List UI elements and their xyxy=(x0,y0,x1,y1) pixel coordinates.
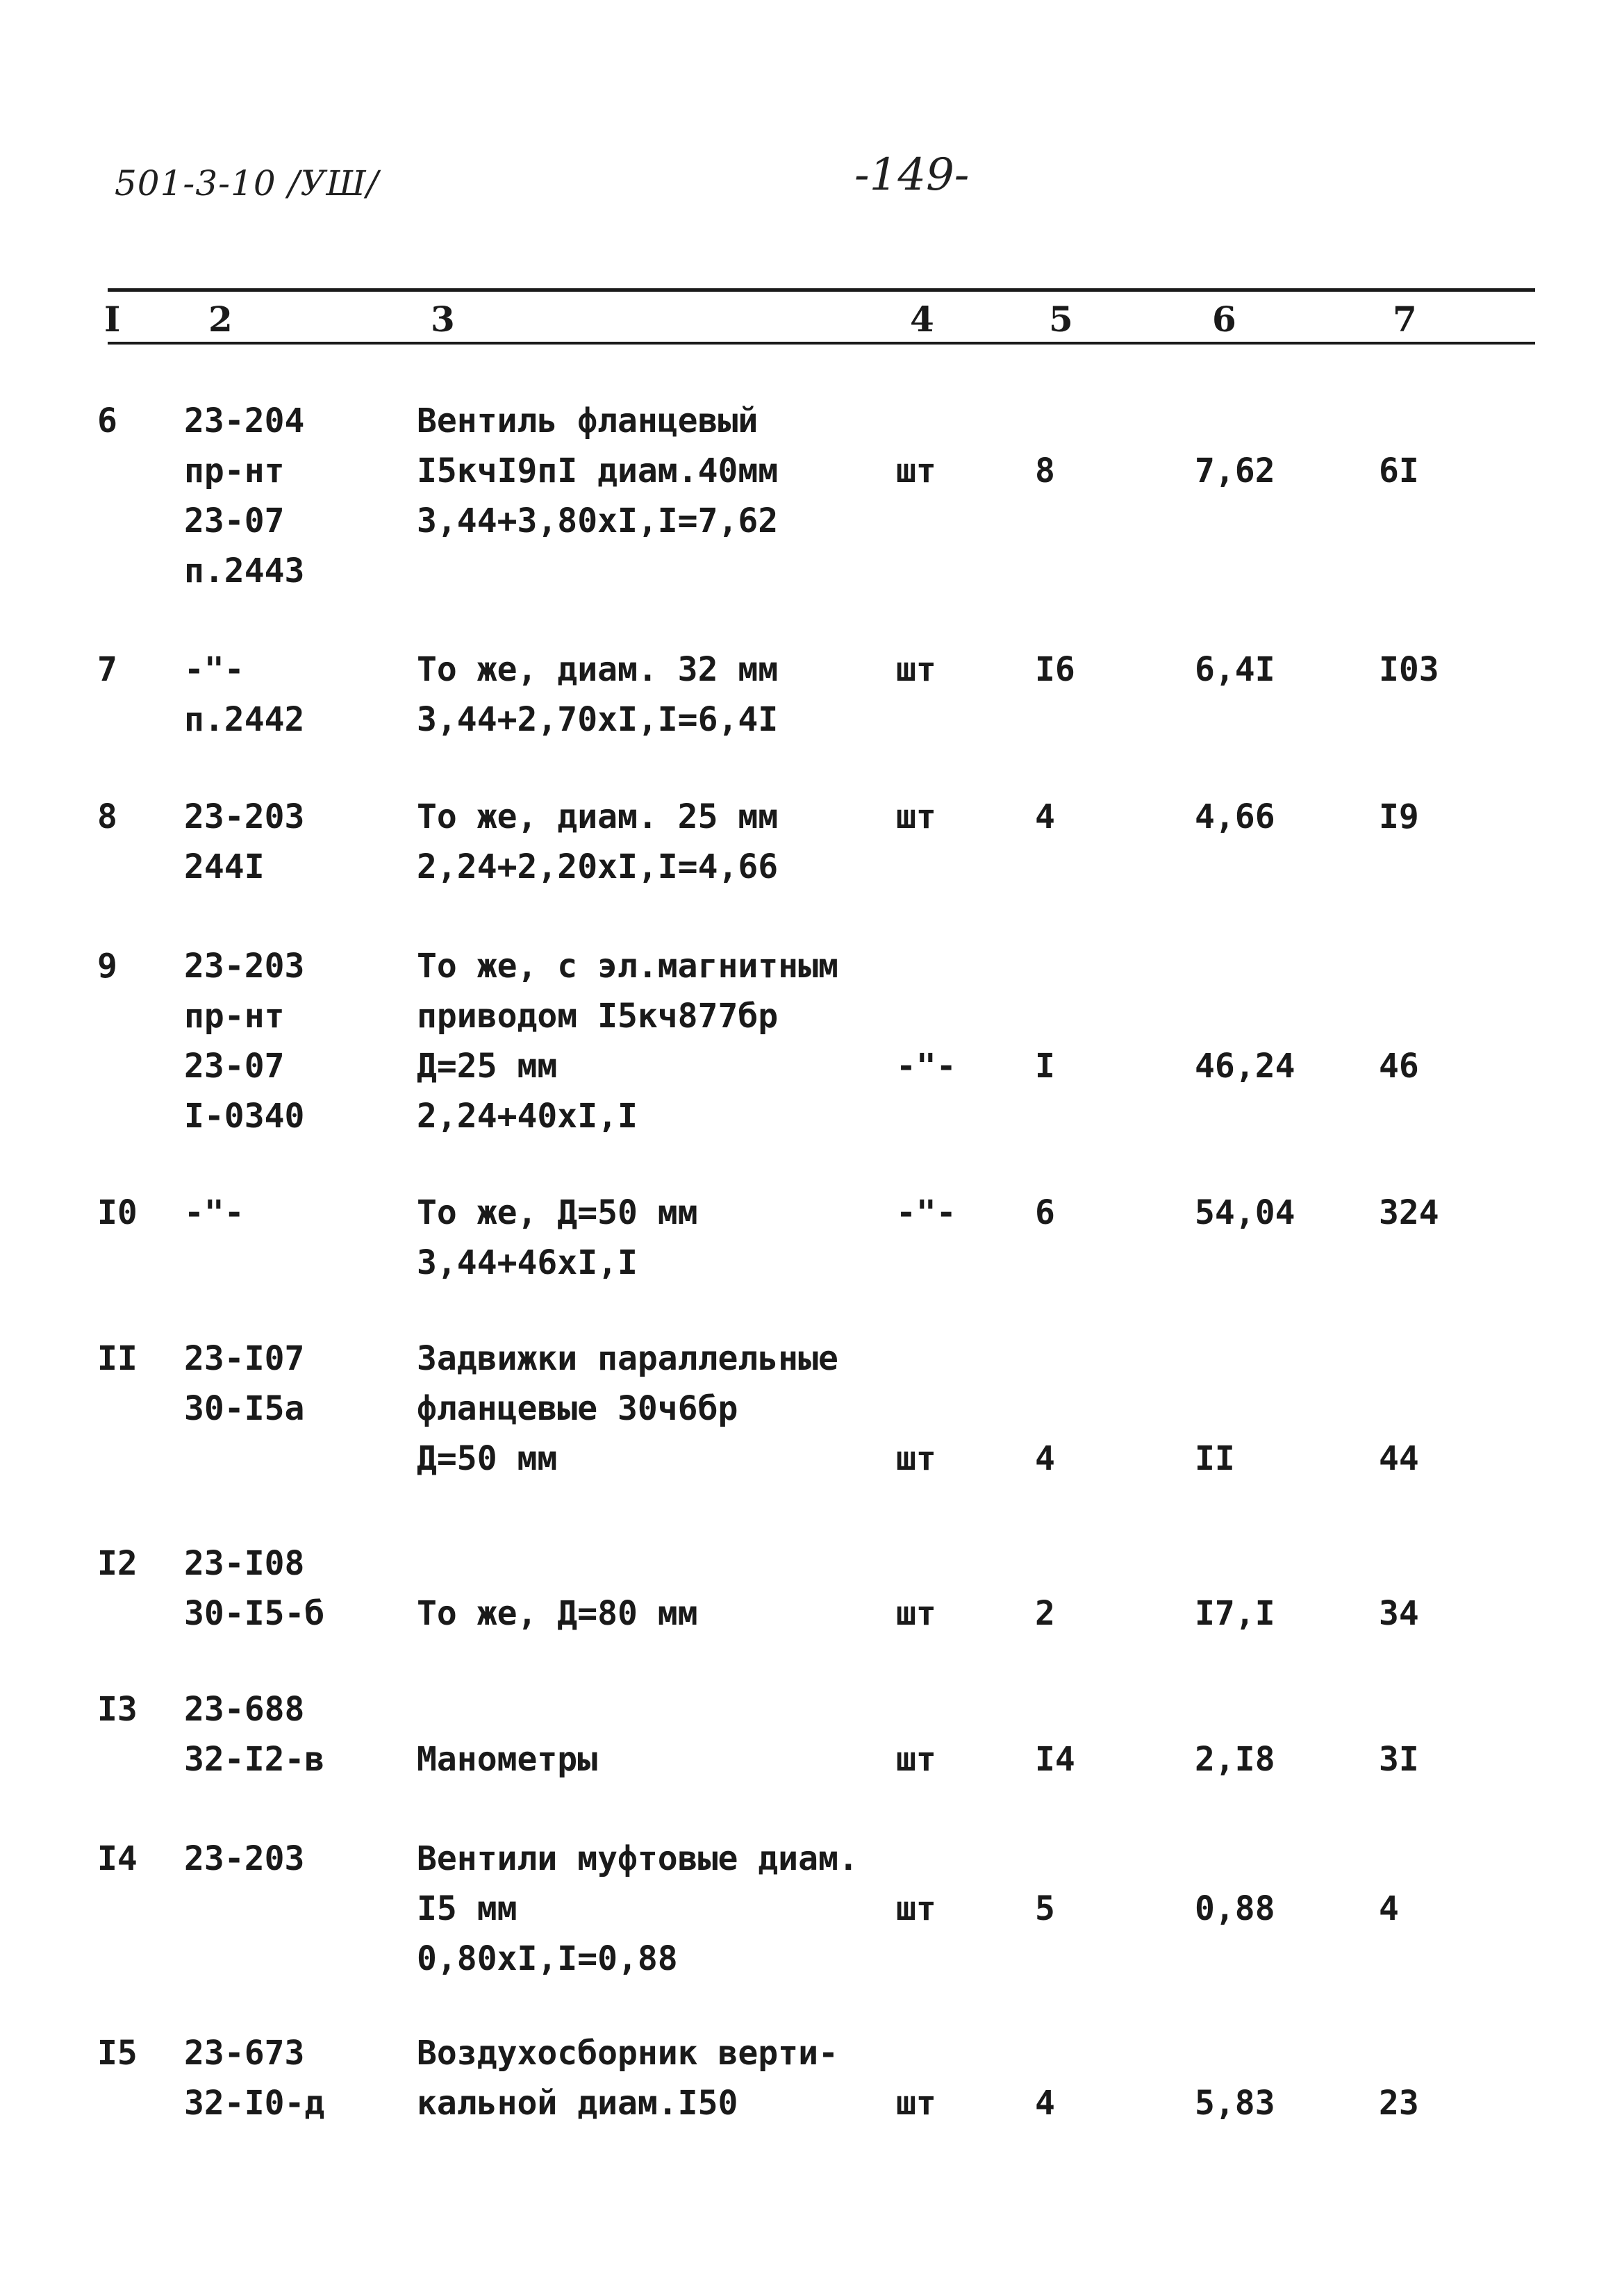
unit-cell: шт xyxy=(896,1439,936,1478)
rate-code xyxy=(184,1334,304,1434)
unit-price-cell: 5,83 xyxy=(1195,2084,1275,2123)
rate-code-line: -"- xyxy=(184,650,245,689)
quantity-cell: I4 xyxy=(1035,1740,1075,1779)
rate-code-line: п.2442 xyxy=(184,700,305,739)
rate-code-line: -"- xyxy=(184,1193,245,1232)
row-number: 6 xyxy=(97,401,117,440)
item-description-line: То же, Д=80 мм xyxy=(417,1594,698,1633)
rate-code-line: 244I xyxy=(184,847,265,886)
item-description-line: 0,80хI,I=0,88 xyxy=(417,1939,678,1978)
unit-cell: -"- xyxy=(896,1047,956,1086)
rate-code-line: 23-204 xyxy=(184,401,305,440)
item-description-line: приводом I5кч877бр xyxy=(417,997,779,1036)
item-description-line: Д=25 мм xyxy=(417,1047,558,1086)
item-description-line: 2,24+2,20хI,I=4,66 xyxy=(417,847,779,886)
item-description-line: Вентили муфтовые диам. xyxy=(417,1839,859,1878)
rate-code-line: 23-673 xyxy=(184,2034,305,2073)
page-number: -149- xyxy=(854,149,970,201)
unit-cell: шт xyxy=(896,1889,936,1928)
unit-price-cell: 46,24 xyxy=(1195,1047,1295,1086)
item-description-line: 3,44+2,70хI,I=6,4I xyxy=(417,700,779,739)
rate-code-line: 23-688 xyxy=(184,1690,305,1729)
column-header-5: 5 xyxy=(1049,299,1073,340)
row-number: 7 xyxy=(97,650,117,689)
total-cell: 46 xyxy=(1379,1047,1419,1086)
item-description-line xyxy=(417,1539,698,1589)
table-header-rule xyxy=(108,342,1535,345)
quantity-cell: 4 xyxy=(1035,2084,1055,2123)
total-cell: 6I xyxy=(1379,451,1419,490)
item-description xyxy=(417,792,778,892)
unit-price-cell: 2,I8 xyxy=(1195,1740,1275,1779)
rate-code-line: 23-07 xyxy=(184,1047,285,1086)
total-cell: I03 xyxy=(1379,650,1439,689)
rate-code-line: пр-нт xyxy=(184,451,285,490)
rate-code-line: 30-I5а xyxy=(184,1389,305,1428)
rate-code-line: 32-I0-д xyxy=(184,2084,325,2123)
column-header-4: 4 xyxy=(910,299,934,340)
item-description xyxy=(417,2028,838,2128)
quantity-cell: 8 xyxy=(1035,451,1055,490)
rate-code-line: п.2443 xyxy=(184,552,305,590)
column-header-7: 7 xyxy=(1393,299,1417,340)
unit-cell: шт xyxy=(896,650,936,689)
item-description-line: 3,44+3,80хI,I=7,62 xyxy=(417,501,779,540)
rate-code xyxy=(184,1684,324,1784)
item-description xyxy=(417,941,838,1141)
item-description-line xyxy=(417,1684,597,1734)
row-number: 9 xyxy=(97,947,117,986)
rate-code xyxy=(184,1539,324,1639)
item-description xyxy=(417,396,778,546)
total-cell: 23 xyxy=(1379,2084,1419,2123)
total-cell: 34 xyxy=(1379,1594,1419,1633)
rate-code-line: 23-I07 xyxy=(184,1339,305,1378)
column-header-6: 6 xyxy=(1212,299,1236,340)
rate-code xyxy=(184,645,304,745)
unit-price-cell: 6,4I xyxy=(1195,650,1275,689)
rate-code-line: 23-07 xyxy=(184,501,285,540)
item-description-line: То же, диам. 32 мм xyxy=(417,650,779,689)
rate-code xyxy=(184,1188,245,1238)
rate-code-line: I-0340 xyxy=(184,1097,305,1136)
rate-code-line: пр-нт xyxy=(184,997,285,1036)
quantity-cell: I xyxy=(1035,1047,1055,1086)
unit-cell: шт xyxy=(896,797,936,836)
unit-price-cell: I7,I xyxy=(1195,1594,1275,1633)
rate-code-line: 23-I08 xyxy=(184,1544,305,1583)
row-number: I5 xyxy=(97,2034,138,2073)
quantity-cell: 2 xyxy=(1035,1594,1055,1633)
rate-code-line: 32-I2-в xyxy=(184,1740,325,1779)
item-description xyxy=(417,1188,698,1288)
quantity-cell: 6 xyxy=(1035,1193,1055,1232)
unit-price-cell: 4,66 xyxy=(1195,797,1275,836)
rate-code xyxy=(184,792,304,892)
row-number: I2 xyxy=(97,1544,138,1583)
column-header-1: I xyxy=(104,299,121,340)
unit-price-cell: 54,04 xyxy=(1195,1193,1295,1232)
total-cell: I9 xyxy=(1379,797,1419,836)
item-description-line: 2,24+40хI,I xyxy=(417,1097,638,1136)
unit-cell: шт xyxy=(896,451,936,490)
rate-code xyxy=(184,941,304,1141)
item-description-line: Д=50 мм xyxy=(417,1439,558,1478)
quantity-cell: 4 xyxy=(1035,1439,1055,1478)
total-cell: 4 xyxy=(1379,1889,1399,1928)
row-number: I0 xyxy=(97,1193,138,1232)
document-code: 501-3-10 /УШ/ xyxy=(115,163,379,204)
item-description-line: I5 мм xyxy=(417,1889,517,1928)
unit-price-cell: 0,88 xyxy=(1195,1889,1275,1928)
item-description-line: кальной диам.I50 xyxy=(417,2084,738,2123)
total-cell: 3I xyxy=(1379,1740,1419,1779)
item-description-line: Манометры xyxy=(417,1740,598,1779)
unit-price-cell: II xyxy=(1195,1439,1235,1478)
rate-code-line: 23-203 xyxy=(184,1839,305,1878)
item-description-line: I5кчI9пI диам.40мм xyxy=(417,451,779,490)
quantity-cell: 5 xyxy=(1035,1889,1055,1928)
item-description-line: Вентиль фланцевый xyxy=(417,401,759,440)
unit-cell: шт xyxy=(896,1594,936,1633)
total-cell: 44 xyxy=(1379,1439,1419,1478)
quantity-cell: 4 xyxy=(1035,797,1055,836)
rate-code xyxy=(184,396,304,596)
rate-code-line: 23-203 xyxy=(184,797,305,836)
item-description xyxy=(417,645,778,745)
item-description-line: Воздухосборник верти- xyxy=(417,2034,838,2073)
item-description xyxy=(417,1334,838,1484)
item-description-line: Задвижки параллельные xyxy=(417,1339,838,1378)
item-description-line: 3,44+46хI,I xyxy=(417,1243,638,1282)
item-description-line: То же, Д=50 мм xyxy=(417,1193,698,1232)
item-description xyxy=(417,1539,698,1639)
rate-code xyxy=(184,1834,304,1884)
row-number: II xyxy=(97,1339,138,1378)
item-description-line: То же, диам. 25 мм xyxy=(417,797,779,836)
row-number: I4 xyxy=(97,1839,138,1878)
rate-code-line: 30-I5-б xyxy=(184,1594,325,1633)
unit-cell: -"- xyxy=(896,1193,956,1232)
rate-code-line: 23-203 xyxy=(184,947,305,986)
unit-cell: шт xyxy=(896,2084,936,2123)
rate-code xyxy=(184,2028,324,2128)
unit-price-cell: 7,62 xyxy=(1195,451,1275,490)
row-number: I3 xyxy=(97,1690,138,1729)
item-description-line: фланцевые 30ч6бр xyxy=(417,1389,738,1428)
row-number: 8 xyxy=(97,797,117,836)
item-description xyxy=(417,1684,597,1784)
table-top-rule xyxy=(108,288,1535,292)
unit-cell: шт xyxy=(896,1740,936,1779)
total-cell: 324 xyxy=(1379,1193,1439,1232)
item-description-line: То же, с эл.магнитным xyxy=(417,947,838,986)
item-description xyxy=(417,1834,859,1984)
column-header-2: 2 xyxy=(208,299,233,340)
column-header-3: 3 xyxy=(431,299,455,340)
quantity-cell: I6 xyxy=(1035,650,1075,689)
